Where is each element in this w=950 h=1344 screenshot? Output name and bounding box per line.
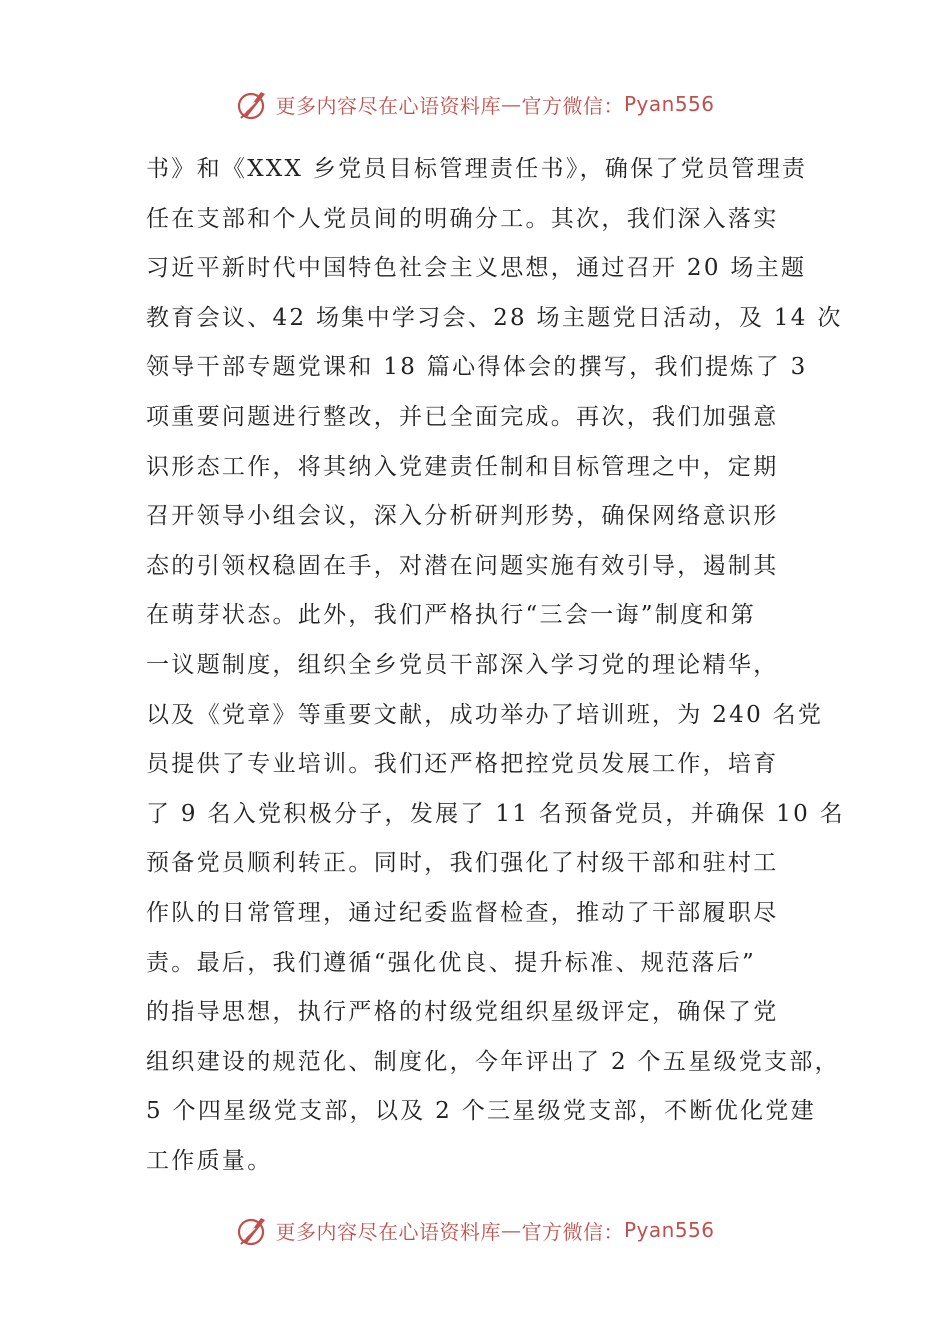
body-line: 习近平新时代中国特色社会主义思想，通过召开 20 场主题: [146, 255, 807, 282]
banner-wechat-id: Pyan556: [623, 1218, 715, 1242]
body-line: 在萌芽状态。此外，我们严格执行“三会一诲”制度和第: [146, 602, 757, 629]
body-line: 责。最后，我们遵循“强化优良、提升标准、规范落后”: [146, 949, 757, 976]
body-line: 工作质量。: [146, 1147, 273, 1174]
document-body: [146, 145, 845, 1186]
body-line: 领导干部专题党课和 18 篇心得体会的撰写，我们提炼了 3: [146, 354, 808, 381]
body-line: 作队的日常管理，通过纪委监督检查，推动了干部履职尽: [146, 899, 779, 926]
body-line: 的指导思想，执行严格的村级党组织星级评定，确保了党: [146, 999, 779, 1026]
body-line: 识形态工作，将其纳入党建责任制和目标管理之中，定期: [146, 453, 779, 480]
body-line: 预备党员顺利转正。同时，我们强化了村级干部和驻村工: [146, 850, 779, 877]
body-line: 任在支部和个人党员间的明确分工。其次，我们深入落实: [146, 205, 779, 232]
body-line: 员提供了专业培训。我们还严格把控党员发展工作，培育: [146, 751, 779, 778]
banner-dash: —: [500, 1218, 522, 1242]
banner-brand-text: 更多内容尽在心语资料库: [275, 93, 501, 118]
banner-wechat-label: 官方微信：: [521, 93, 624, 118]
banner-wechat-id: Pyan556: [623, 92, 715, 116]
banner-wechat-label: 官方微信：: [521, 1219, 624, 1244]
body-line: 教育会议、42 场集中学习会、28 场主题党日活动，及 14 次: [146, 304, 843, 331]
body-line: 了 9 名入党积极分子，发展了 11 名预备党员，并确保 10 名: [146, 800, 845, 827]
body-line: 一议题制度，组织全乡党员干部深入学习党的理论精华，: [146, 651, 779, 678]
header-banner: [0, 82, 950, 126]
body-line: 召开领导小组会议，深入分析研判形势，确保网络意识形: [146, 503, 779, 530]
banner-brand-text: 更多内容尽在心语资料库: [275, 1219, 501, 1244]
body-line: 以及《党章》等重要文献，成功举办了培训班，为 240 名党: [146, 701, 824, 728]
body-line: 书》和《XXX 乡党员目标管理责任书》，确保了党员管理责: [146, 156, 808, 182]
body-line: 组织建设的规范化、制度化，今年评出了 2 个五星级党支部，: [146, 1048, 840, 1075]
banner-dash: —: [500, 92, 522, 116]
body-line: 5 个四星级党支部，以及 2 个三星级党支部，不断优化党建: [146, 1098, 816, 1125]
footer-banner: [0, 1208, 950, 1252]
body-line: 态的引领权稳固在手，对潜在问题实施有效引导，遏制其: [146, 552, 779, 579]
quill-pen-circle-icon: [235, 86, 271, 122]
body-line: 项重要问题进行整改，并已全面完成。再次，我们加强意: [146, 403, 779, 430]
quill-pen-circle-icon: [235, 1212, 271, 1248]
